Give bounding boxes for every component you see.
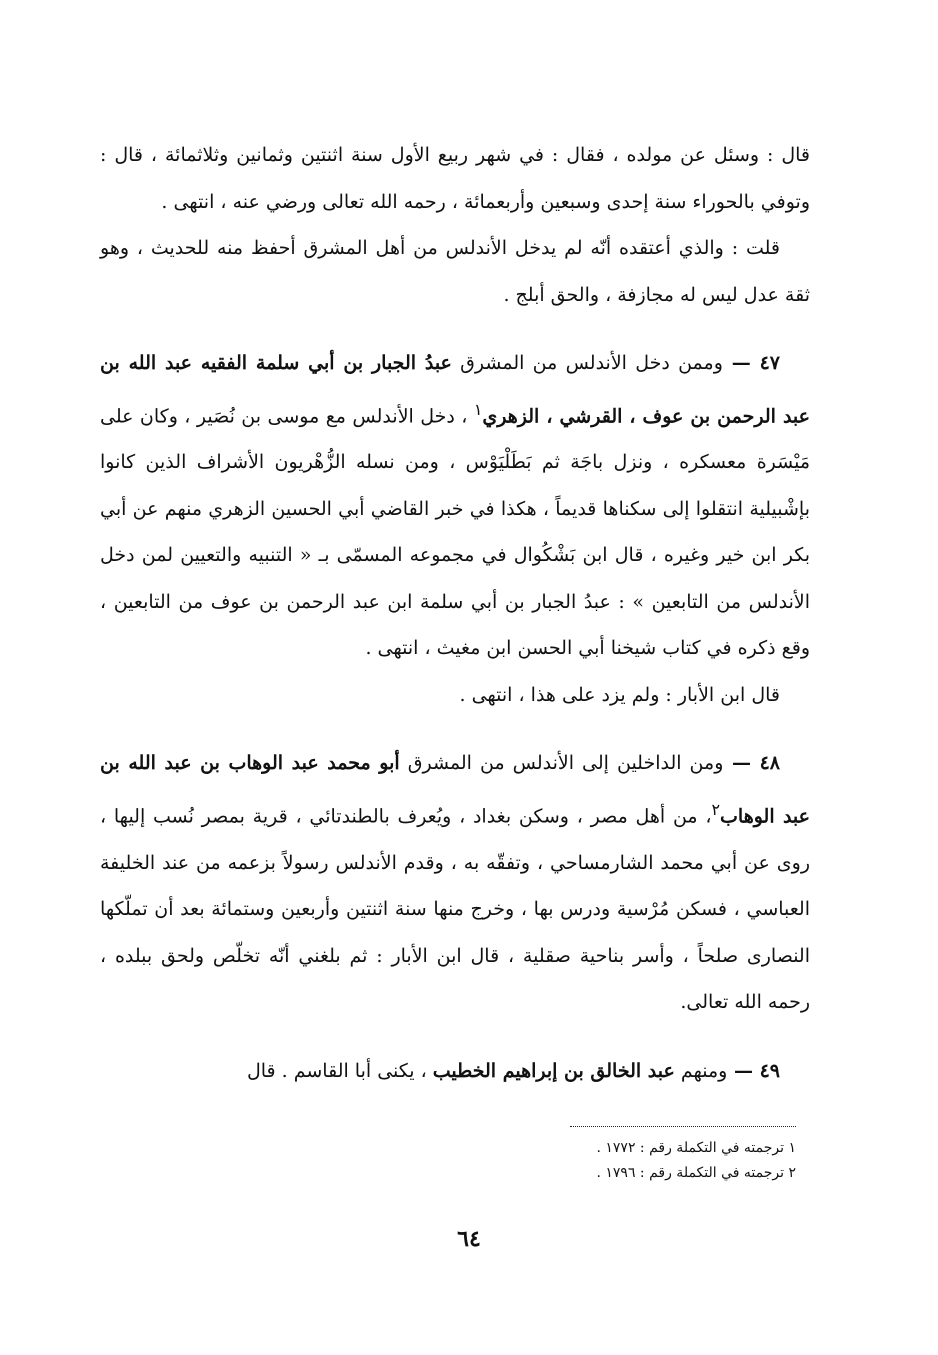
footnote-ref: ٢ xyxy=(711,799,721,819)
entry-49 xyxy=(100,1048,810,1095)
entry-text: ومن الداخلين إلى الأندلس من المشرق xyxy=(399,752,724,775)
entry-number: ٤٨ — xyxy=(723,752,780,775)
footnote-2: ٢ ترجمته في التكملة رقم : ١٧٩٦ . xyxy=(596,1165,796,1181)
entry-number: ٤٩ — xyxy=(727,1059,780,1082)
footnote-separator xyxy=(570,1126,796,1127)
entry-text: ، يكنى أبا القاسم . قال xyxy=(246,1059,433,1082)
page-body xyxy=(100,132,810,1094)
entry-number: ٤٧ — xyxy=(722,352,781,374)
entry-47 xyxy=(100,340,810,672)
page-number: ٦٤ xyxy=(457,1226,481,1252)
paragraph-2: قلت : والذي أعتقده أنّه لم يدخل الأندلس من أهل المشرق أحفظ منه للحديث ، وهو ثقة عدل ليس له مجازفة ، والحق أبلج . xyxy=(100,237,810,306)
footnotes xyxy=(480,1136,796,1186)
entry-name: عبدُ الجبار بن أبي سلمة الفقيه عبد الله بن عبد الرحمن بن عوف ، القرشي ، الزهري xyxy=(100,352,810,427)
footnote-1: ١ ترجمته في التكملة رقم : ١٧٧٢ . xyxy=(596,1140,796,1156)
entry-text: ، دخل الأندلس مع موسى بن نُصَير ، وكان على مَيْسَرة معسكره ، ونزل باجَة ثم بَطَلْيَوْس ، ومن نسله الزُّهْريون الأشراف الذين كانوا بإشْبيلية انتقلوا إلى سكناها قديماً ، هكذا في خبر القاضي أبي الحسين الزهري منهم عن أبي بكر ابن خير وغيره ، قال ابن بَشْكُوال في مجموعه المسمّى بـ « التنبيه والتعيين لمن دخل الأندلس من التابعين » : عبدُ الجبار بن أبي سلمة ابن عبد الرحمن بن عوف من التابعين ، وقع ذكره في كتاب شيخنا أبي الحسن ابن مغيث ، انتهى . xyxy=(100,404,810,660)
paragraph-1: قال : وسئل عن مولده ، فقال : في شهر ربيع الأول سنة اثنتين وثمانين وثلاثمائة ، قال : وتوفي بالحوراء سنة إحدى وسبعين وأربعمائة ، رحمه الله تعالى ورضي عنه ، انتهى . xyxy=(100,144,810,213)
entry-48 xyxy=(100,740,810,1025)
paragraph-4: قال ابن الأبار : ولم يزد على هذا ، انتهى . xyxy=(459,683,780,706)
entry-text: ، من أهل مصر ، وسكن بغداد ، ويُعرف بالطندتائي ، قرية بمصر نُسب إليها ، روى عن أبي محمد الشارمساحي ، وتفقّه به ، وقدم الأندلس رسولاً بزعمه من عند الخليفة العباسي ، فسكن مُرْسية ودرس بها ، وخرج منها سنة اثنتين وأربعين وستمائة بعد أن تملّكها النصارى صلحاً ، وأسر بناحية صقلية ، قال ابن الأبار : ثم بلغني أنّه تخلّص ولحق ببلده ، رحمه الله تعالى. xyxy=(100,805,810,1014)
entry-text: ومنهم xyxy=(674,1059,728,1082)
footnote-ref: ١ xyxy=(473,399,483,419)
entry-name: عبد الخالق بن إبراهيم الخطيب xyxy=(432,1059,675,1082)
entry-name: أبو محمد عبد الوهاب بن عبد الله بن عبد الوهاب xyxy=(100,752,810,828)
entry-text: وممن دخل الأندلس من المشرق xyxy=(451,352,723,374)
